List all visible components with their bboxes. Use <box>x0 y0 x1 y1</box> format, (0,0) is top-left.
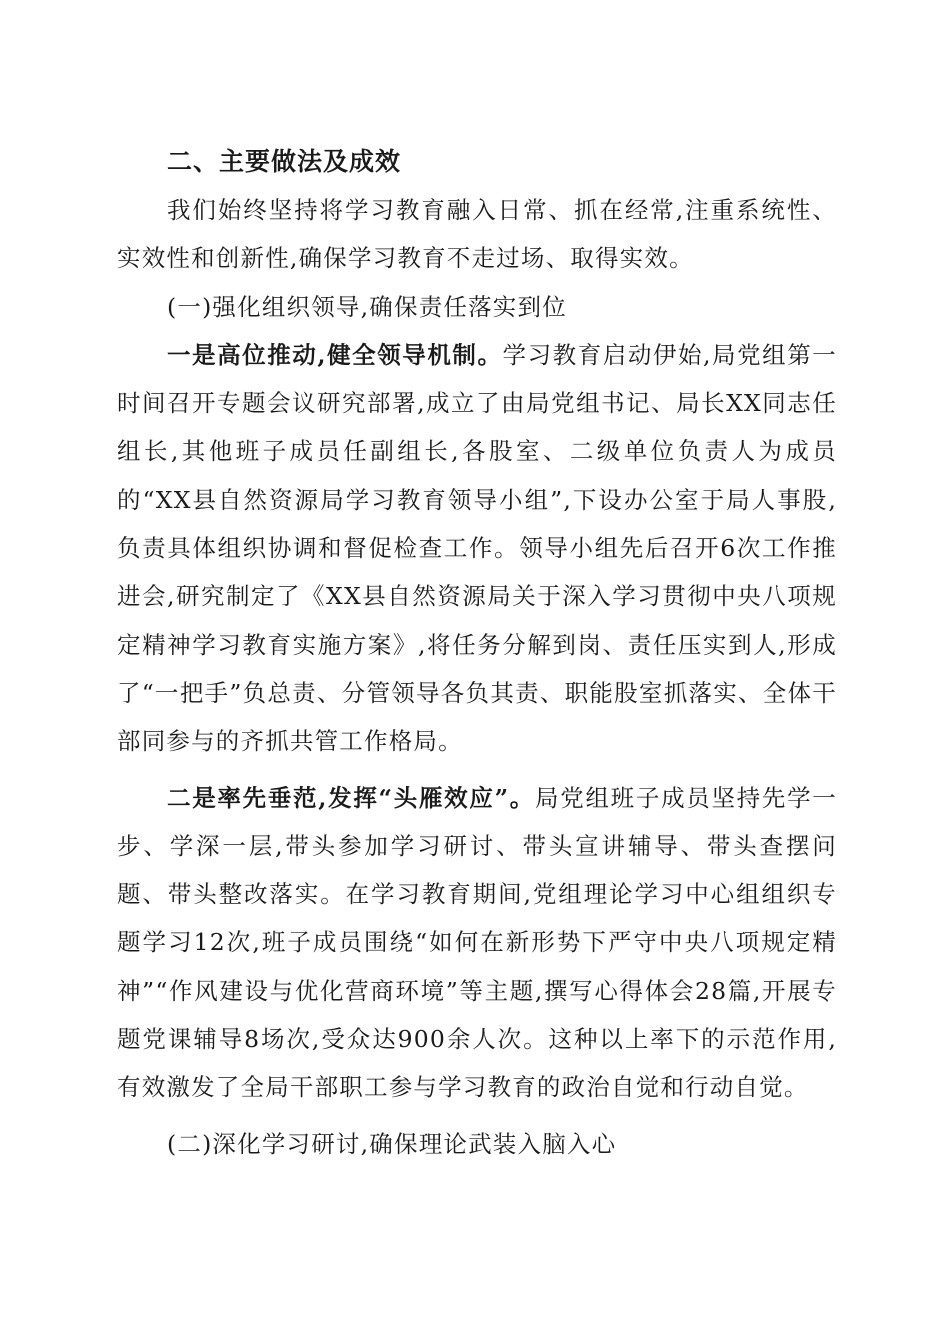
paragraph-body: 局党组班子成员坚持先学一步、学深一层,带头参加学习研讨、带头宣讲辅导、带头查摆问题、带头整改落实。在学习教育期间,党组理论学习中心组组织专题学习12次,班子成员围绕“如何在新形势下严守中央八项规定精神”“作风建设与优化营商环境”等主题,撰写心得体会28篇,开展专题党课辅导8场次,受众达900余人次。这种以上率下的示范作用,有效激发了全局干部职工参与学习教育的政治自觉和行动自觉。 <box>117 783 838 1102</box>
section-heading: 二、主要做法及成效 <box>167 147 402 176</box>
paragraph-lead: 二是率先垂范,发挥“头雁效应”。 <box>167 783 536 812</box>
paragraph-lead-by-example <box>117 774 837 1112</box>
intro-paragraph: 我们始终坚持将学习教育融入日常、抓在经常,注重系统性、实效性和创新性,确保学习教育不走过场、取得实效。 <box>117 196 837 273</box>
paragraph-gap <box>117 766 837 774</box>
paragraph-gap <box>117 1112 837 1120</box>
paragraph-lead: 一是高位推动,健全领导机制。 <box>167 340 503 369</box>
paragraph-leadership-mechanism <box>117 331 837 766</box>
subsection-1-title: (一)强化组织领导,确保责任落实到位 <box>167 292 567 321</box>
document-body <box>117 138 837 1168</box>
paragraph-body: 学习教育启动伊始,局党组第一时间召开专题会议研究部署,成立了由局党组书记、局长XX同志任组长,其他班子成员任副组长,各股室、二级单位负责人为成员的“XX县自然资源局学习教育领导小组”,下设办公室于局人事股,负责具体组织协调和督促检查工作。领导小组先后召开6次工作推进会,研究制定了《XX县自然资源局关于深入学习贯彻中央八项规定精神学习教育实施方案》,将任务分解到岗、责任压实到人,形成了“一把手”负总责、分管领导各负其责、职能股室抓落实、全体干部同参与的齐抓共管工作格局。 <box>117 340 837 756</box>
subsection-2-title: (二)深化学习研讨,确保理论武装入脑入心 <box>167 1129 617 1158</box>
